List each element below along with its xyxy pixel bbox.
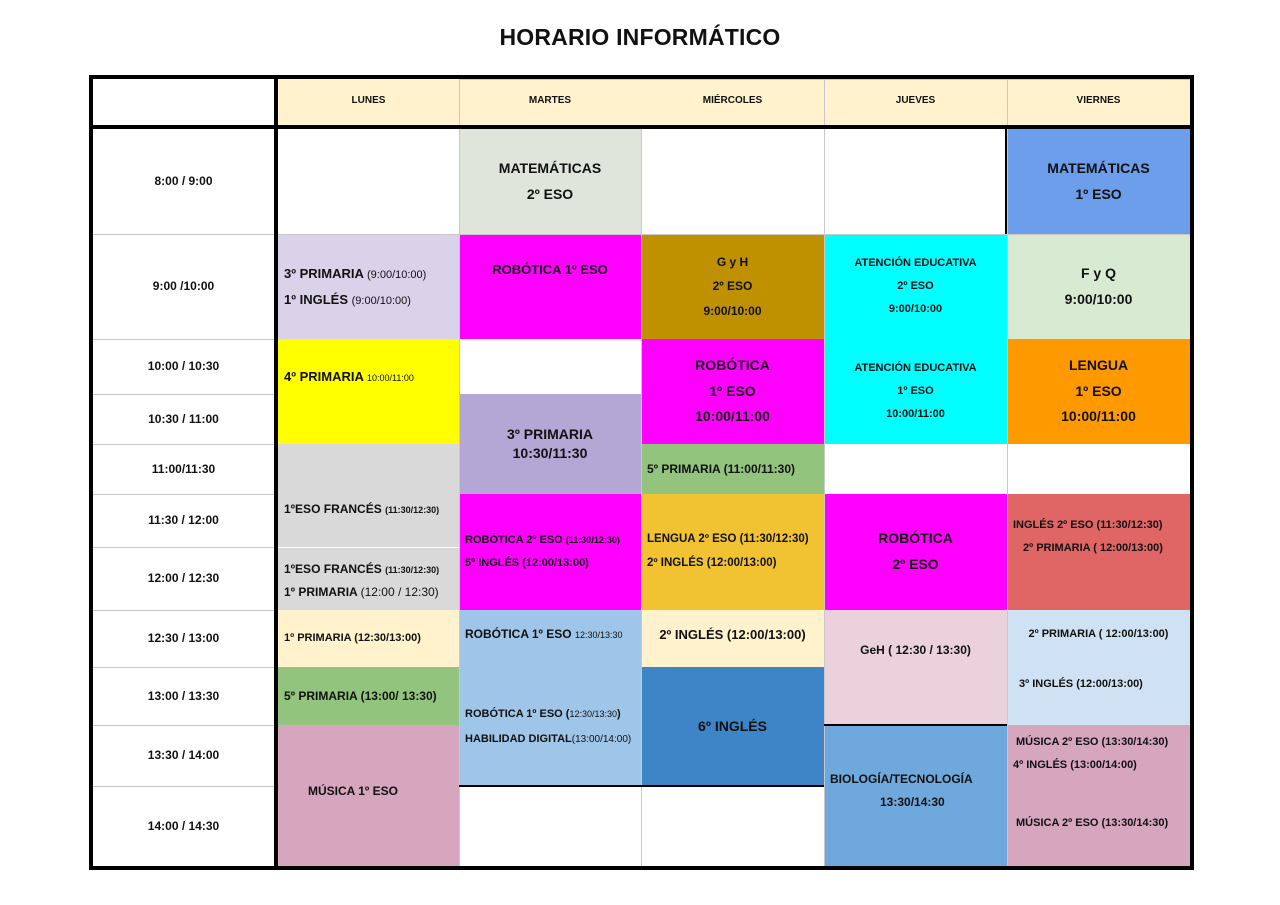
class-block-gyh-2eso: G y H 2º ESO 9:00/10:00 (641, 234, 824, 339)
class-block-robotica-1eso-b: ROBÓTICA 1º ESO 10:00/11:00 (641, 339, 824, 444)
day-header-jueves: JUEVES (824, 79, 1007, 125)
empty-cell (278, 444, 459, 494)
time-slot: 13:30 / 14:00 (147, 748, 220, 763)
time-slot: 12:00 / 12:30 (147, 571, 220, 586)
class-block-robotica-1eso: ROBÓTICA 1º ESO (459, 234, 641, 339)
class-block-1primaria: 1º PRIMARIA (12:30/13:00) (278, 610, 459, 667)
time-slot: 13:00 / 13:30 (147, 688, 220, 703)
time-slot: 12:30 / 13:00 (147, 631, 220, 646)
class-block-3ingles: 3º INGLÉS (12:00/13:00) (1007, 667, 1190, 725)
class-block-musica-2eso: MÚSICA 2º ESO (13:30/14:30) 4º INGLÉS (13:00/14:00) (1007, 725, 1190, 786)
class-block-frances: 1ºESO FRANCÉS (11:30/12:30) 1ºESO FRANCÉS (11:30/12:30) 1º PRIMARIA (12:00 / 12:30) (278, 494, 459, 610)
class-block-biologia-tecnologia: BIOLOGÍA/TECNOLOGÍA 13:30/14:30 (824, 726, 1007, 866)
day-header-miercoles: MIÉRCOLES (641, 79, 824, 125)
class-block-musica-2eso-b: MÚSICA 2º ESO (13:30/14:30) (1007, 786, 1190, 866)
time-slot: 11:00/11:30 (151, 461, 216, 476)
class-block-2primaria: 2º PRIMARIA ( 12:00/13:00) (1007, 610, 1190, 667)
class-block-robotica-1eso-c: ROBÓTICA 1º ESO 12:30/13:30 (459, 610, 641, 667)
class-block-atencion-educativa-2eso: ATENCIÓN EDUCATIVA 2º ESO 9:00/10:00 (824, 234, 1007, 339)
class-block-5primaria-b: 5º PRIMARIA (13:00/ 13:30) (278, 667, 459, 725)
time-slot: 10:30 / 11:00 (148, 411, 219, 426)
time-slot: 11:30 / 12:00 (148, 513, 219, 528)
day-header-martes: MARTES (459, 79, 641, 125)
class-block-robotica-2eso: ROBÓTICA 2º ESO (11:30/12:30) 5º INGLÉS (12:00/13:00) (459, 494, 641, 610)
time-slot: 8:00 / 9:00 (154, 174, 213, 189)
timetable (89, 75, 1194, 870)
class-block-geh: GeH ( 12:30 / 13:30) (824, 610, 1007, 726)
class-block-6ingles: 6º INGLÉS (641, 667, 824, 786)
class-block-matematicas-2eso: MATEMÁTICAS 2º ESO (459, 129, 641, 234)
time-slot: 9:00 /10:00 (152, 279, 215, 294)
class-block-ingles-2eso: INGLÉS 2º ESO (11:30/12:30) 2º PRIMARIA ( 12:00/13:00) (1007, 494, 1190, 610)
class-block-4primaria: 4º PRIMARIA 10:00/11:00 (278, 339, 459, 444)
class-block-musica-1eso: MÚSICA 1º ESO (278, 725, 459, 866)
day-header-viernes: VIERNES (1007, 79, 1190, 125)
class-block-3primaria-1ingles: 3º PRIMARIA (9:00/10:00) 1º INGLÉS (9:00/10:00) (278, 234, 459, 339)
time-slot: 14:00 / 14:30 (147, 818, 220, 833)
class-block-5primaria: 5º PRIMARIA (11:00/11:30) (641, 444, 824, 494)
time-slot: 10:00 / 10:30 (147, 359, 220, 374)
class-block-robotica-2eso-b: ROBÓTICA 2º ESO (824, 494, 1007, 610)
class-block-fyq: F y Q 9:00/10:00 (1007, 234, 1190, 339)
class-block-matematicas-1eso: MATEMÁTICAS 1º ESO (1007, 129, 1190, 234)
page-title: HORARIO INFORMÁTICO (499, 24, 781, 50)
day-header-lunes: LUNES (278, 79, 459, 125)
class-block-robotica-habilidad: ROBÓTICA 1º ESO (12:30/13:30) HABILIDAD DIGITAL(13:00/14:00) (459, 667, 641, 786)
class-block-3primaria: 3º PRIMARIA 10:30/11:30 (459, 394, 641, 494)
class-block-lengua-2eso: LENGUA 2º ESO (11:30/12:30) 2º INGLÉS (12:00/13:00) (641, 494, 824, 610)
class-block-2ingles: 2º INGLÉS (12:00/13:00) (641, 610, 824, 667)
class-block-atencion-educativa-1eso: ATENCIÓN EDUCATIVA 1º ESO 10:00/11:00 (824, 339, 1007, 444)
class-block-lengua-1eso: LENGUA 1º ESO 10:00/11:00 (1007, 339, 1190, 444)
